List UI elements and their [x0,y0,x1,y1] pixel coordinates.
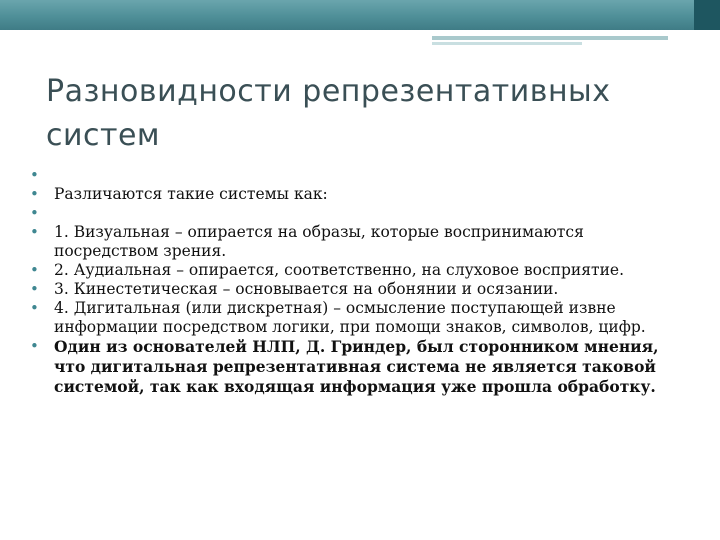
list-item-text: 1. Визуальная – опирается на образы, которые воспринимаются посредством зрения. [54,223,584,260]
header-bar-accent [694,0,720,30]
list-item-text: Один из основателей НЛП, Д. Гриндер, был сторонником мнения, что дигитальная репрезентативная система не является таковой системой, так как входящая информация уже прошла обработку. [54,337,659,396]
list-item [30,337,690,397]
list-item [30,261,690,280]
slide-title: Разновидности репрезентативных систем [46,74,611,153]
bullet-icon: • [30,261,39,279]
list-item-text: Различаются такие системы как: [54,185,328,203]
list-item [30,280,690,299]
bullet-icon: • [30,166,39,184]
bullet-icon: • [30,204,39,222]
bullet-icon: • [30,299,39,317]
list-item [30,166,690,185]
header-decoration [0,0,720,40]
bullet-list [30,166,690,397]
list-item [30,204,690,223]
bullet-icon: • [30,185,39,203]
header-bar [0,0,720,30]
list-item [30,185,690,204]
header-line-upper [432,36,668,40]
bullet-icon: • [30,223,39,241]
list-item-text: 4. Дигитальная (или дискретная) – осмысление поступающей извне информации посредством логики, при помощи знаков, символов, цифр. [54,299,646,336]
bullet-icon: • [30,280,39,298]
list-item-text: 2. Аудиальная – опирается, соответственно, на слуховое восприятие. [54,261,625,279]
bullet-icon: • [30,337,39,355]
header-line-lower [432,42,582,45]
list-item [30,299,690,337]
list-item-text: 3. Кинестетическая – основывается на обонянии и осязании. [54,280,559,298]
list-item [30,223,690,261]
